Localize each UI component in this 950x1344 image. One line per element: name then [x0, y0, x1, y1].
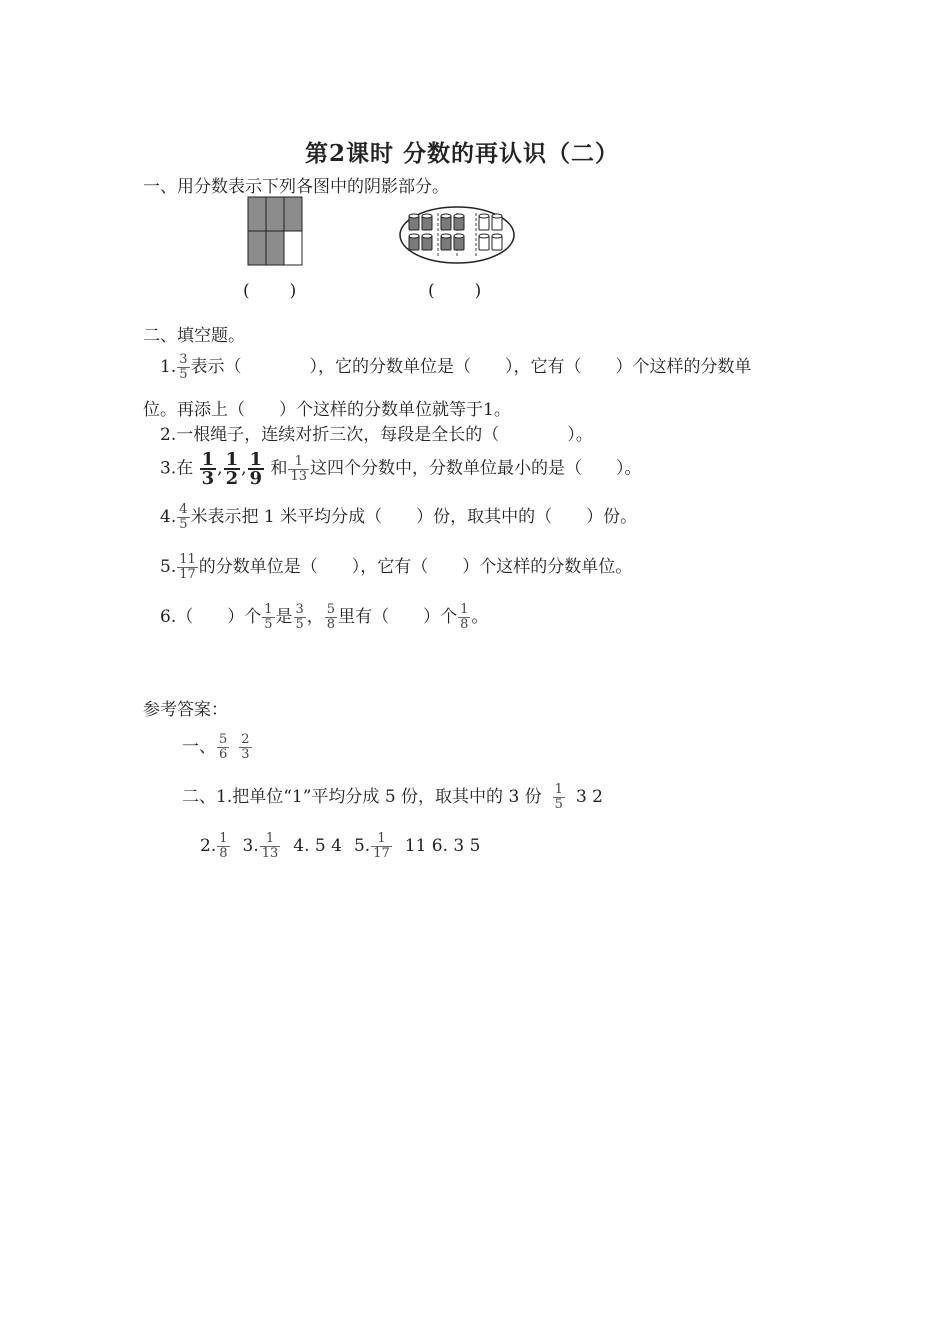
grid-cell [284, 231, 302, 265]
answer-section-2-line-1: 二、1.把单位“1”平均分成 5 份，取其中的 3 份 $\frac{1}{5}$ 3 2 [182, 782, 603, 812]
grid-cell [266, 231, 284, 265]
answer-section-1: 一、 $\frac{5}{6}$ $\frac{2}{3}$ [182, 732, 250, 762]
grid-cell [284, 197, 302, 231]
question-5: 5. $\frac{11}{17}$ 的分数单位是（ ），它有（ ）个这样的分数单位。 [160, 552, 633, 582]
fraction: $\frac{4}{5}$ [179, 502, 188, 532]
can [479, 214, 489, 230]
can [492, 234, 502, 250]
can [479, 234, 489, 250]
section2-heading: 二、填空题。 [143, 326, 245, 346]
can [409, 214, 419, 230]
question-3: 3.在 $\frac{1}{3}$ , $\frac{1}{2}$ , $\frac{1}{9}$ 和 $\frac{1}{13}$ 这四个分数中，分数单位最小的是（ ）。 [160, 449, 642, 489]
question-6: 6.（ ）个 $\frac{1}{5}$ 是 $\frac{3}{5}$ ， $\frac{5}{8}$ 里有（ ）个 $\frac{1}{8}$ 。 [160, 602, 489, 632]
question-2: 2.一根绳子，连续对折三次，每段是全长的（ ）。 [160, 425, 593, 445]
grid-cell [266, 197, 284, 231]
fraction: $\frac{5}{6}$ [219, 732, 228, 762]
can [409, 234, 419, 250]
can [422, 214, 432, 230]
fraction: $\frac{1}{8}$ [460, 602, 469, 632]
page-title: 第2课时 分数的再认识（二） [305, 140, 620, 167]
fraction: $\frac{11}{17}$ [179, 552, 196, 582]
fraction: $\frac{3}{5}$ [179, 352, 188, 382]
can [441, 214, 451, 230]
can [454, 214, 464, 230]
answer-blank-2[interactable]: ( ) [428, 281, 482, 301]
fraction: $\frac{1}{5}$ [554, 782, 563, 812]
answer-section-2-line-2: 2. $\frac{1}{8}$ 3. $\frac{1}{13}$ 4. 5 4 5. $\frac{1}{17}$ 11 6. 3 5 [200, 831, 481, 861]
can [422, 234, 432, 250]
fraction: $\frac{1}{9}$ [249, 449, 263, 489]
cans-figure [398, 204, 518, 266]
question-4: 4. $\frac{4}{5}$ 米表示把 1 米平均分成（ ）份，取其中的（ ）份。 [160, 502, 638, 532]
fraction: $\frac{1}{13}$ [261, 831, 279, 861]
can [441, 234, 451, 250]
can [492, 214, 502, 230]
answers-heading: 参考答案： [143, 700, 228, 720]
answer-blank-1[interactable]: ( ) [243, 281, 297, 301]
fraction: $\frac{1}{5}$ [264, 602, 273, 632]
question-1-continued: 位。再添上（ ）个这样的分数单位就等于1。 [143, 400, 511, 420]
can [454, 234, 464, 250]
fraction: $\frac{1}{8}$ [219, 831, 228, 861]
fraction: $\frac{5}{8}$ [326, 602, 336, 632]
grid-cell [248, 231, 266, 265]
fraction: $\frac{3}{5}$ [295, 602, 304, 632]
fraction: $\frac{1}{2}$ [225, 449, 239, 489]
fraction: $\frac{1}{17}$ [373, 831, 390, 861]
question-1: 1. $\frac{3}{5}$ 表示（ ），它的分数单位是（ ），它有（ ）个这样的分数单 [160, 352, 752, 382]
section1-heading: 一、用分数表示下列各图中的阴影部分。 [143, 177, 449, 197]
fraction: $\frac{1}{3}$ [201, 449, 215, 489]
fraction: $\frac{1}{13}$ [290, 453, 307, 484]
fraction: $\frac{2}{3}$ [241, 732, 250, 762]
grid-cell [248, 197, 266, 231]
shaded-grid-figure [246, 196, 304, 266]
